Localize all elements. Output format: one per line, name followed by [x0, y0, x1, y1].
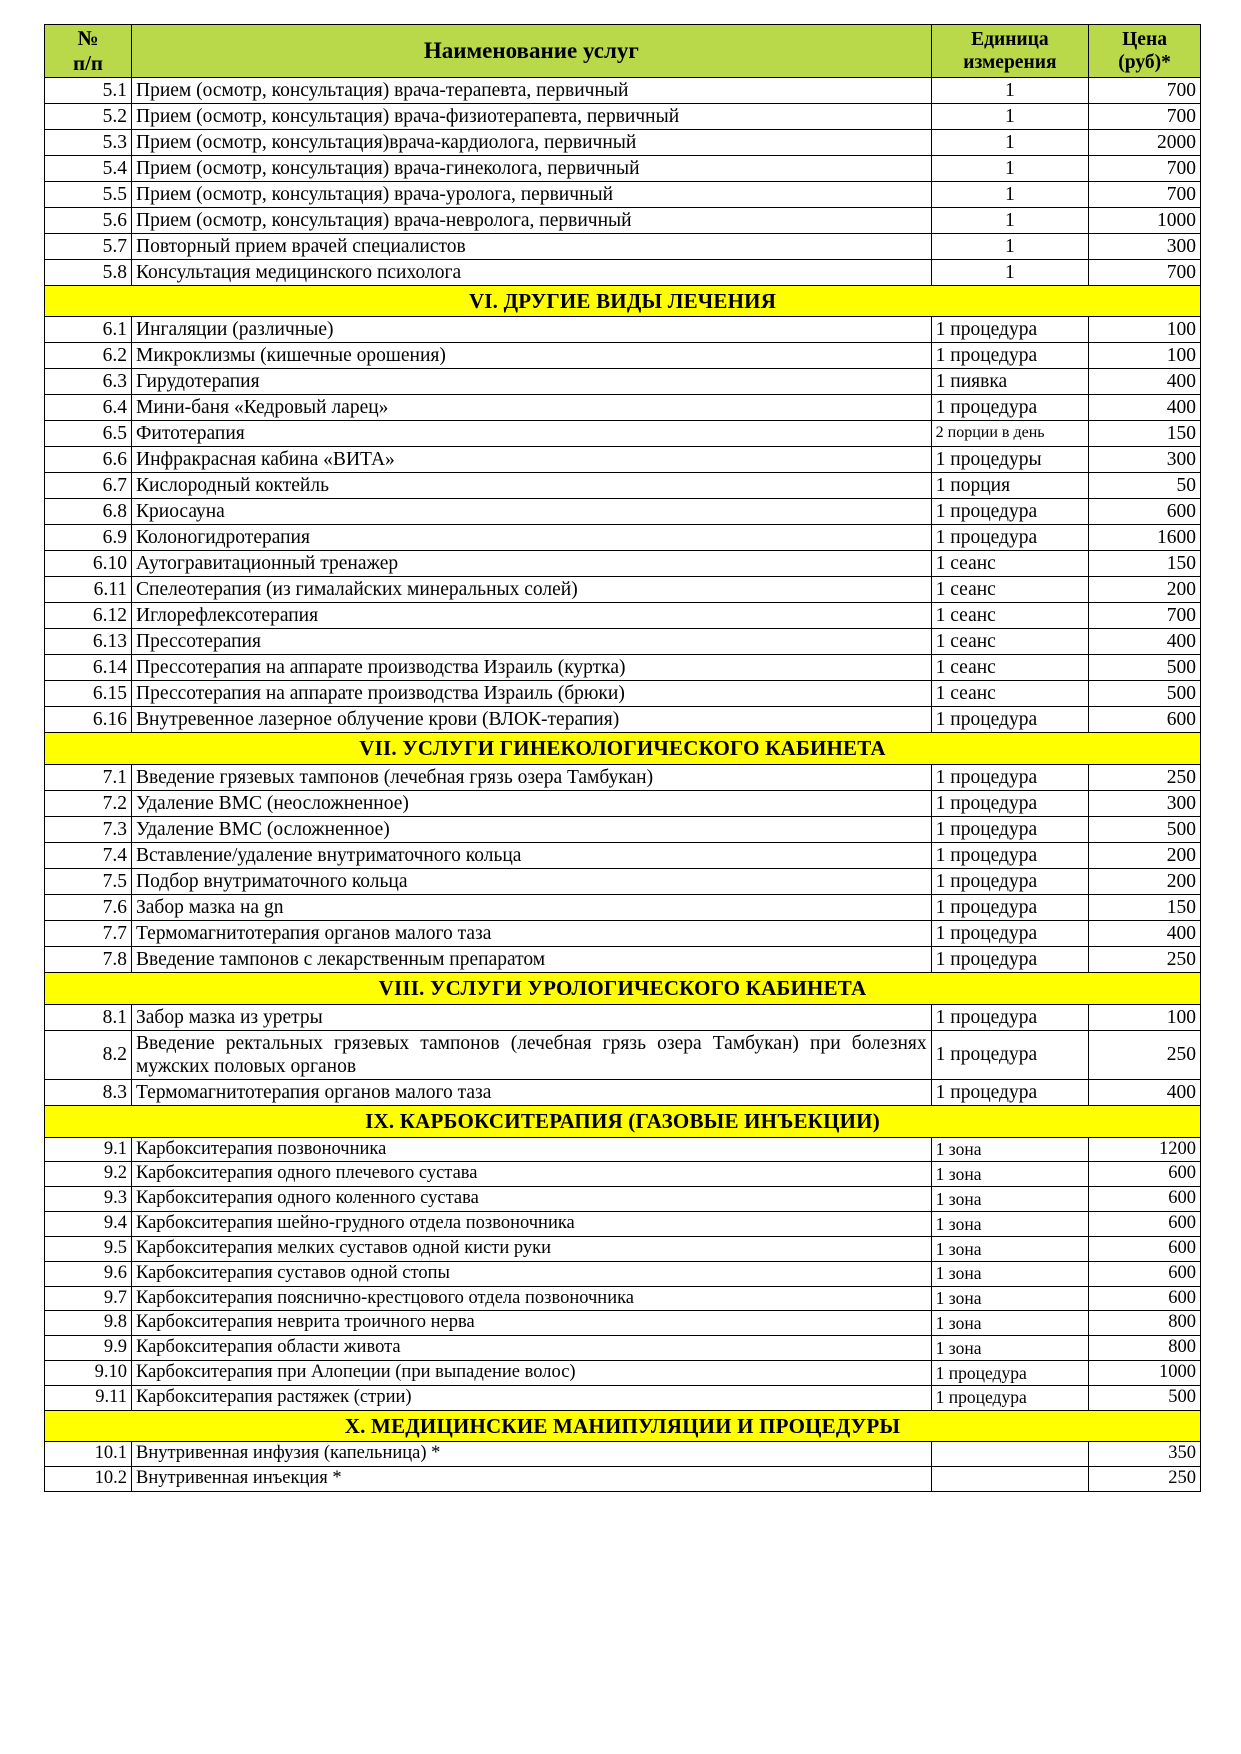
row-price: 2000	[1089, 129, 1201, 155]
table-row	[45, 473, 1201, 499]
row-unit: 1 процедура	[931, 343, 1088, 369]
header-unit	[931, 25, 1088, 78]
row-number: 7.4	[45, 843, 132, 869]
row-service-name: Карбокситерапия одного коленного сустава	[132, 1187, 932, 1212]
row-service-name: Карбокситерапия суставов одной стопы	[132, 1261, 932, 1286]
row-service-name: Введение грязевых тампонов (лечебная грязь озера Тамбукан)	[132, 765, 932, 791]
row-price: 100	[1089, 317, 1201, 343]
row-service-name: Забор мазка на gn	[132, 895, 932, 921]
row-number: 7.3	[45, 817, 132, 843]
row-unit: 1 процедура	[931, 947, 1088, 973]
row-service-name: Забор мазка из уретры	[132, 1004, 932, 1030]
row-unit: 1 процедура	[931, 1361, 1088, 1386]
table-body	[45, 77, 1201, 1492]
table-row	[45, 629, 1201, 655]
row-price: 700	[1089, 77, 1201, 103]
row-number: 8.2	[45, 1030, 132, 1079]
row-unit: 1 процедура	[931, 707, 1088, 733]
row-price: 1200	[1089, 1137, 1201, 1162]
table-row	[45, 1236, 1201, 1261]
row-service-name: Ингаляции (различные)	[132, 317, 932, 343]
row-service-name: Прессотерапия на аппарате производства Израиль (куртка)	[132, 655, 932, 681]
header-service-name: Наименование услуг	[132, 25, 932, 78]
section-header-row	[45, 1105, 1201, 1137]
row-unit: 1 зона	[931, 1212, 1088, 1237]
table-row	[45, 317, 1201, 343]
row-number: 5.1	[45, 77, 132, 103]
row-price: 400	[1089, 1079, 1201, 1105]
row-service-name: Карбокситерапия шейно-грудного отдела позвоночника	[132, 1212, 932, 1237]
row-unit: 1 процедура	[931, 1030, 1088, 1079]
row-price: 600	[1089, 1236, 1201, 1261]
row-number: 6.13	[45, 629, 132, 655]
row-service-name: Карбокситерапия растяжек (стрии)	[132, 1385, 932, 1410]
row-number: 6.5	[45, 421, 132, 447]
row-number: 5.8	[45, 259, 132, 285]
row-price: 250	[1089, 1030, 1201, 1079]
table-row	[45, 103, 1201, 129]
row-unit: 1 зона	[931, 1261, 1088, 1286]
table-row	[45, 681, 1201, 707]
table-row	[45, 129, 1201, 155]
row-number: 6.9	[45, 525, 132, 551]
row-number: 9.3	[45, 1187, 132, 1212]
section-title: VI. ДРУГИЕ ВИДЫ ЛЕЧЕНИЯ	[45, 285, 1201, 317]
table-row	[45, 947, 1201, 973]
table-row	[45, 369, 1201, 395]
table-row	[45, 343, 1201, 369]
row-number: 6.14	[45, 655, 132, 681]
row-price: 1600	[1089, 525, 1201, 551]
row-unit: 1 зона	[931, 1236, 1088, 1261]
row-number: 9.7	[45, 1286, 132, 1311]
header-unit-line1: Единица	[971, 28, 1049, 50]
row-price: 500	[1089, 1385, 1201, 1410]
row-number: 5.4	[45, 155, 132, 181]
row-number: 6.4	[45, 395, 132, 421]
row-number: 6.7	[45, 473, 132, 499]
table-row	[45, 155, 1201, 181]
row-price: 50	[1089, 473, 1201, 499]
row-number: 7.2	[45, 791, 132, 817]
table-row	[45, 395, 1201, 421]
row-service-name: Внутривенная инъекция *	[132, 1467, 932, 1492]
row-unit: 1	[931, 233, 1088, 259]
table-row	[45, 421, 1201, 447]
row-service-name: Термомагнитотерапия органов малого таза	[132, 1079, 932, 1105]
row-unit: 1 порция	[931, 473, 1088, 499]
row-number: 6.3	[45, 369, 132, 395]
section-header-row	[45, 1410, 1201, 1442]
table-row	[45, 551, 1201, 577]
row-unit: 1 зона	[931, 1336, 1088, 1361]
header-price-line1: Цена	[1122, 28, 1167, 50]
row-unit: 1 зона	[931, 1162, 1088, 1187]
table-row	[45, 1311, 1201, 1336]
row-unit: 1 процедура	[931, 499, 1088, 525]
header-price-line2: (руб)*	[1118, 51, 1171, 73]
table-row	[45, 1079, 1201, 1105]
table-row	[45, 447, 1201, 473]
row-unit: 1	[931, 103, 1088, 129]
row-price: 250	[1089, 1467, 1201, 1492]
table-row	[45, 817, 1201, 843]
row-number: 10.1	[45, 1442, 132, 1467]
row-service-name: Консультация медицинского психолога	[132, 259, 932, 285]
row-service-name: Термомагнитотерапия органов малого таза	[132, 921, 932, 947]
row-number: 9.1	[45, 1137, 132, 1162]
row-price: 150	[1089, 551, 1201, 577]
row-number: 7.6	[45, 895, 132, 921]
table-row	[45, 207, 1201, 233]
row-unit: 1 сеанс	[931, 681, 1088, 707]
row-price: 150	[1089, 895, 1201, 921]
table-row	[45, 843, 1201, 869]
row-service-name: Карбокситерапия при Алопеции (при выпадение волос)	[132, 1361, 932, 1386]
header-price	[1089, 25, 1201, 78]
row-number: 6.12	[45, 603, 132, 629]
row-number: 9.10	[45, 1361, 132, 1386]
row-unit: 1	[931, 77, 1088, 103]
row-service-name: Карбокситерапия пояснично-крестцового отдела позвоночника	[132, 1286, 932, 1311]
row-price: 700	[1089, 155, 1201, 181]
table-row	[45, 765, 1201, 791]
section-header-row	[45, 733, 1201, 765]
row-price: 800	[1089, 1311, 1201, 1336]
row-service-name: Внутривенная инфузия (капельница) *	[132, 1442, 932, 1467]
row-price: 700	[1089, 603, 1201, 629]
row-price: 600	[1089, 499, 1201, 525]
row-service-name: Повторный прием врачей специалистов	[132, 233, 932, 259]
row-price: 400	[1089, 629, 1201, 655]
row-price: 1000	[1089, 1361, 1201, 1386]
row-number: 7.5	[45, 869, 132, 895]
row-price: 700	[1089, 259, 1201, 285]
row-service-name: Аутогравитационный тренажер	[132, 551, 932, 577]
row-service-name: Карбокситерапия позвоночника	[132, 1137, 932, 1162]
table-row	[45, 1212, 1201, 1237]
row-number: 9.5	[45, 1236, 132, 1261]
section-header-row	[45, 285, 1201, 317]
row-price: 600	[1089, 1261, 1201, 1286]
row-unit: 1 пиявка	[931, 369, 1088, 395]
section-title: VII. УСЛУГИ ГИНЕКОЛОГИЧЕСКОГО КАБИНЕТА	[45, 733, 1201, 765]
row-number: 5.6	[45, 207, 132, 233]
table-row	[45, 707, 1201, 733]
table-row	[45, 499, 1201, 525]
row-service-name: Фитотерапия	[132, 421, 932, 447]
table-row	[45, 1030, 1201, 1079]
row-unit: 1 процедура	[931, 525, 1088, 551]
row-price: 500	[1089, 655, 1201, 681]
row-service-name: Мини-баня «Кедровый ларец»	[132, 395, 932, 421]
row-unit: 1 сеанс	[931, 603, 1088, 629]
row-unit: 1 процедура	[931, 791, 1088, 817]
header-number-line2: п/п	[72, 50, 104, 75]
row-unit: 1 процедура	[931, 1385, 1088, 1410]
row-unit: 1 процедура	[931, 1079, 1088, 1105]
price-list-table	[44, 24, 1201, 1492]
row-unit: 2 порции в день	[931, 421, 1088, 447]
row-unit: 1 сеанс	[931, 655, 1088, 681]
row-number: 9.2	[45, 1162, 132, 1187]
section-header-row	[45, 973, 1201, 1005]
table-row	[45, 655, 1201, 681]
row-service-name: Гирудотерапия	[132, 369, 932, 395]
row-service-name: Вставление/удаление внутриматочного кольца	[132, 843, 932, 869]
table-row	[45, 1286, 1201, 1311]
row-price: 600	[1089, 1212, 1201, 1237]
row-price: 200	[1089, 577, 1201, 603]
table-row	[45, 869, 1201, 895]
section-title: VIII. УСЛУГИ УРОЛОГИЧЕСКОГО КАБИНЕТА	[45, 973, 1201, 1005]
row-price: 200	[1089, 869, 1201, 895]
row-price: 500	[1089, 817, 1201, 843]
row-unit: 1	[931, 207, 1088, 233]
header-unit-line2: измерения	[963, 51, 1057, 73]
row-unit: 1 процедуры	[931, 447, 1088, 473]
table-row	[45, 1261, 1201, 1286]
row-unit: 1 зона	[931, 1137, 1088, 1162]
row-price: 600	[1089, 1187, 1201, 1212]
row-number: 9.9	[45, 1336, 132, 1361]
row-service-name: Прессотерапия на аппарате производства Израиль (брюки)	[132, 681, 932, 707]
row-number: 9.6	[45, 1261, 132, 1286]
row-service-name: Колоногидротерапия	[132, 525, 932, 551]
row-number: 6.6	[45, 447, 132, 473]
row-service-name: Карбокситерапия мелких суставов одной кисти руки	[132, 1236, 932, 1261]
row-service-name: Прием (осмотр, консультация) врача-терапевта, первичный	[132, 77, 932, 103]
row-price: 300	[1089, 233, 1201, 259]
header-row	[45, 25, 1201, 78]
row-service-name: Удаление ВМС (осложненное)	[132, 817, 932, 843]
row-number: 5.2	[45, 103, 132, 129]
row-number: 6.8	[45, 499, 132, 525]
row-service-name: Карбокситерапия неврита троичного нерва	[132, 1311, 932, 1336]
row-service-name: Прессотерапия	[132, 629, 932, 655]
row-unit: 1 процедура	[931, 395, 1088, 421]
row-number: 6.2	[45, 343, 132, 369]
row-service-name: Кислородный коктейль	[132, 473, 932, 499]
table-row	[45, 1187, 1201, 1212]
row-price: 800	[1089, 1336, 1201, 1361]
row-unit: 1 зона	[931, 1286, 1088, 1311]
table-row	[45, 525, 1201, 551]
row-price: 700	[1089, 103, 1201, 129]
section-title: IX. КАРБОКСИТЕРАПИЯ (ГАЗОВЫЕ ИНЪЕКЦИИ)	[45, 1105, 1201, 1137]
row-service-name: Иглорефлексотерапия	[132, 603, 932, 629]
row-service-name: Микроклизмы (кишечные орошения)	[132, 343, 932, 369]
row-price: 500	[1089, 681, 1201, 707]
row-unit: 1	[931, 129, 1088, 155]
table-row	[45, 895, 1201, 921]
row-unit: 1 процедура	[931, 765, 1088, 791]
row-service-name: Удаление ВМС (неосложненное)	[132, 791, 932, 817]
row-unit: 1	[931, 181, 1088, 207]
table-row	[45, 577, 1201, 603]
row-number: 6.16	[45, 707, 132, 733]
row-number: 9.11	[45, 1385, 132, 1410]
row-unit: 1	[931, 259, 1088, 285]
row-price: 100	[1089, 343, 1201, 369]
table-row	[45, 1361, 1201, 1386]
row-price: 700	[1089, 181, 1201, 207]
row-number: 6.11	[45, 577, 132, 603]
row-unit: 1 зона	[931, 1311, 1088, 1336]
table-row	[45, 1336, 1201, 1361]
row-number: 10.2	[45, 1467, 132, 1492]
row-number: 7.7	[45, 921, 132, 947]
row-service-name: Подбор внутриматочного кольца	[132, 869, 932, 895]
row-unit: 1 сеанс	[931, 629, 1088, 655]
row-price: 350	[1089, 1442, 1201, 1467]
row-unit: 1 процедура	[931, 843, 1088, 869]
row-unit: 1 процедура	[931, 869, 1088, 895]
row-number: 9.4	[45, 1212, 132, 1237]
row-unit: 1 процедура	[931, 317, 1088, 343]
row-number: 9.8	[45, 1311, 132, 1336]
table-row	[45, 233, 1201, 259]
row-service-name: Инфракрасная кабина «ВИТА»	[132, 447, 932, 473]
row-number: 7.1	[45, 765, 132, 791]
row-unit	[931, 1467, 1088, 1492]
row-service-name: Криосауна	[132, 499, 932, 525]
row-price: 250	[1089, 765, 1201, 791]
row-service-name: Прием (осмотр, консультация) врача-физиотерапевта, первичный	[132, 103, 932, 129]
table-row	[45, 603, 1201, 629]
row-price: 250	[1089, 947, 1201, 973]
row-price: 600	[1089, 1286, 1201, 1311]
header-number-line1: №	[77, 26, 99, 50]
table-row	[45, 181, 1201, 207]
row-price: 150	[1089, 421, 1201, 447]
row-service-name: Прием (осмотр, консультация) врача-уролога, первичный	[132, 181, 932, 207]
row-price: 400	[1089, 921, 1201, 947]
row-number: 6.1	[45, 317, 132, 343]
row-price: 300	[1089, 791, 1201, 817]
row-price: 600	[1089, 707, 1201, 733]
row-price: 600	[1089, 1162, 1201, 1187]
row-unit: 1 сеанс	[931, 577, 1088, 603]
row-unit: 1 зона	[931, 1187, 1088, 1212]
row-number: 5.5	[45, 181, 132, 207]
row-service-name: Прием (осмотр, консультация) врача-гинеколога, первичный	[132, 155, 932, 181]
row-service-name: Прием (осмотр, консультация) врача-невролога, первичный	[132, 207, 932, 233]
table-row	[45, 1467, 1201, 1492]
row-service-name: Введение тампонов с лекарственным препаратом	[132, 947, 932, 973]
row-number: 7.8	[45, 947, 132, 973]
row-unit: 1 сеанс	[931, 551, 1088, 577]
row-service-name: Карбокситерапия одного плечевого сустава	[132, 1162, 932, 1187]
table-row	[45, 1162, 1201, 1187]
table-row	[45, 1385, 1201, 1410]
row-number: 6.15	[45, 681, 132, 707]
table-row	[45, 1004, 1201, 1030]
row-unit: 1 процедура	[931, 921, 1088, 947]
row-price: 1000	[1089, 207, 1201, 233]
section-title: X. МЕДИЦИНСКИЕ МАНИПУЛЯЦИИ И ПРОЦЕДУРЫ	[45, 1410, 1201, 1442]
row-unit: 1 процедура	[931, 1004, 1088, 1030]
table-header	[45, 25, 1201, 78]
row-price: 400	[1089, 369, 1201, 395]
table-row	[45, 77, 1201, 103]
row-number: 8.1	[45, 1004, 132, 1030]
row-number: 8.3	[45, 1079, 132, 1105]
row-service-name: Введение ректальных грязевых тампонов (лечебная грязь озера Тамбукан) при болезнях мужских половых органов	[132, 1030, 932, 1079]
row-price: 200	[1089, 843, 1201, 869]
row-service-name: Карбокситерапия области живота	[132, 1336, 932, 1361]
row-number: 5.7	[45, 233, 132, 259]
row-unit	[931, 1442, 1088, 1467]
row-unit: 1 процедура	[931, 895, 1088, 921]
table-row	[45, 791, 1201, 817]
header-number	[45, 25, 132, 78]
row-price: 100	[1089, 1004, 1201, 1030]
table-row	[45, 1442, 1201, 1467]
row-service-name: Спелеотерапия (из гималайских минеральных солей)	[132, 577, 932, 603]
row-service-name: Прием (осмотр, консультация)врача-кардиолога, первичный	[132, 129, 932, 155]
row-number: 5.3	[45, 129, 132, 155]
row-unit: 1	[931, 155, 1088, 181]
row-unit: 1 процедура	[931, 817, 1088, 843]
table-row	[45, 259, 1201, 285]
table-row	[45, 1137, 1201, 1162]
table-row	[45, 921, 1201, 947]
row-price: 400	[1089, 395, 1201, 421]
row-price: 300	[1089, 447, 1201, 473]
row-service-name: Внутревенное лазерное облучение крови (ВЛОК-терапия)	[132, 707, 932, 733]
row-number: 6.10	[45, 551, 132, 577]
